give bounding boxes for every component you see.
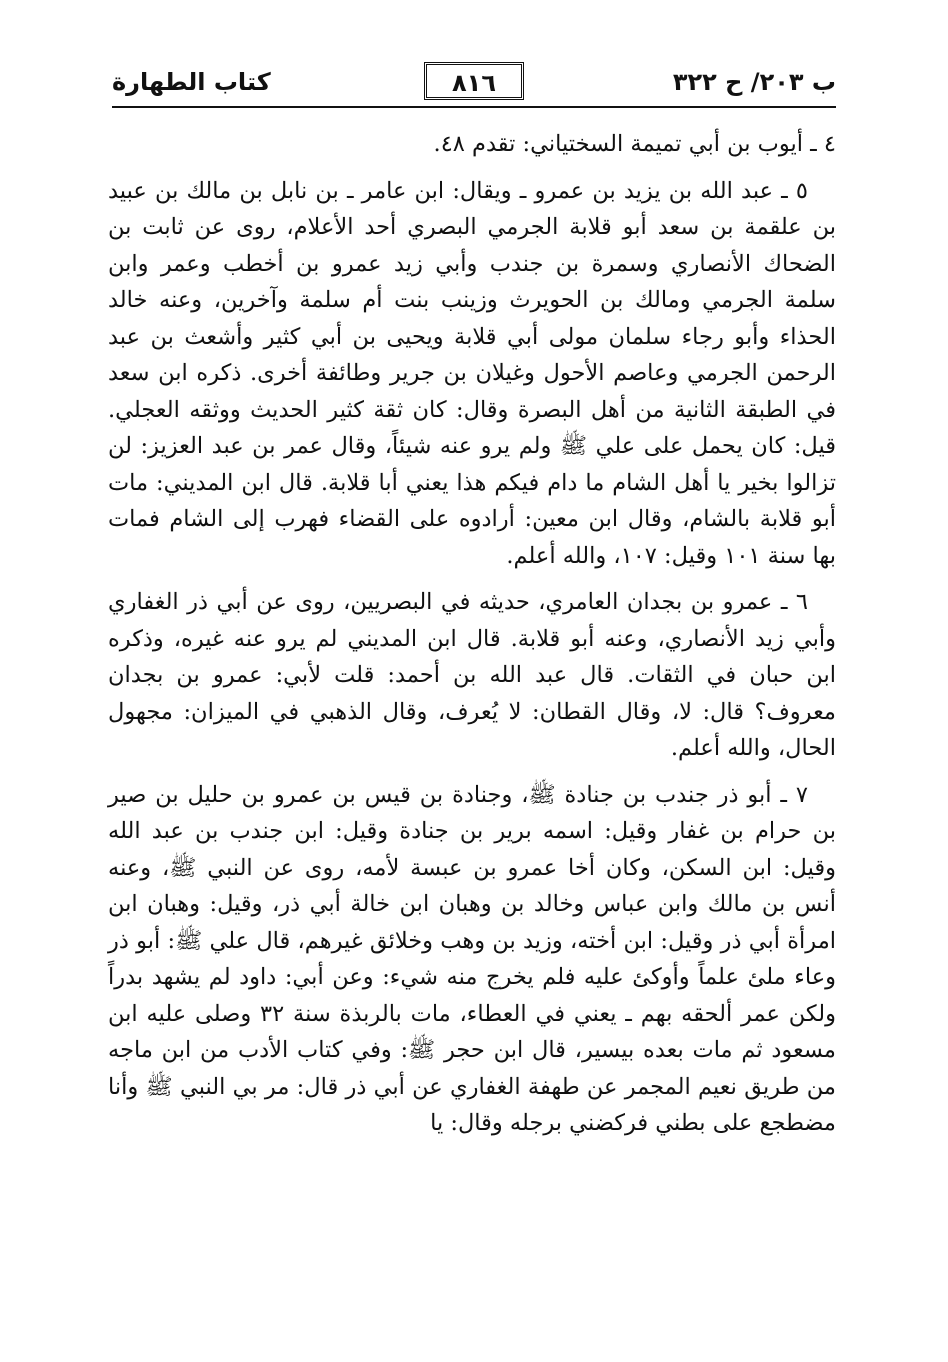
- book-title: كتاب الطهارة: [112, 68, 271, 96]
- paragraph-narrator-5: ٥ ـ عبد الله بن يزيد بن عمرو ـ ويقال: ابن عامر ـ بن نابل بن مالك بن عبيد بن علقمة بن سعد أبو قلابة الجرمي البصري أحد الأعلام، روى عن ثابت بن الضحاك الأنصاري وسمرة بن جندب وأبي زيد عمرو بن أخطب وعمر وابن سلمة الجرمي ومالك بن الحويرث وزينب بنت أم سلمة وآخرين، وعنه خالد الحذاء وأبو رجاء سلمان مولى أبي قلابة ويحيى بن أبي كثير وأشعث بن عبد الرحمن الجرمي وعاصم الأحول وغيلان بن جرير وطائفة أخرى. ذكره ابن سعد في الطبقة الثانية من أهل البصرة وقال: كان ثقة كثير الحديث ووثقه العجلي. قيل: كان يحمل على علي ﷺ ولم يرو عنه شيئاً، وقال عمر بن عبد العزيز: لن تزالوا بخير يا أهل الشام ما دام فيكم هذا يعني أبا قلابة. قال ابن المديني: مات أبو قلابة بالشام، وقال ابن معين: أرادوه على القضاء فهرب إلى الشام فمات بها سنة ١٠١ وقيل: ١٠٧، والله أعلم.: [108, 177, 836, 569]
- hadith-reference: ب ٢٠٣/ ح ٣٢٢: [672, 68, 836, 96]
- page-number: ٨١٦: [424, 62, 524, 100]
- page-header: [112, 62, 836, 108]
- paragraph-narrator-7: ٧ ـ أبو ذر جندب بن جنادة ﷺ، وجنادة بن قيس بن عمرو بن حليل بن صير بن حرام بن غفار وقيل: اسمه برير بن جنادة وقيل: ابن جندب بن عبد الله وقيل: ابن السكن، وكان أخا عمرو بن عبسة لأمه، روى عن النبي ﷺ، وعنه أنس بن مالك وابن عباس وخالد بن وهبان ابن خالة أبي ذر، وقيل: وهبان ابن امرأة أبي ذر وقيل: ابن أخته، وزيد بن وهب وخلائق غيرهم، قال علي ﷺ: أبو ذر وعاء ملئ علماً وأوكئ عليه فلم يخرج منه شيء: وعن أبي: داود لم يشهد بدراً ولكن عمر ألحقه بهم ـ يعني في العطاء، مات بالربذة سنة ٣٢ وصلى عليه ابن مسعود ثم مات بعده بيسير، قال ابن حجر ﷺ: وفي كتاب الأدب من ابن ماجه من طريق نعيم المجمر عن طهفة الغفاري عن أبي ذر قال: مر بي النبي ﷺ وأنا مضطجع على بطني فركضني برجله وقال: يا: [108, 781, 837, 1136]
- paragraph-narrator-6: ٦ ـ عمرو بن بجدان العامري، حديثه في البصريين، روى عن أبي ذر الغفاري وأبي زيد الأنصاري، وعنه أبو قلابة. قال ابن المديني لم يرو عنه غيره، وذكره ابن حبان في الثقات. قال عبد الله بن أحمد: قلت لأبي: عمرو بن بجدان معروف؟ قال: لا، وقال القطان: لا يُعرف، وقال الذهبي في الميزان: مجهول الحال، والله أعلم.: [108, 589, 836, 761]
- page-body: [108, 126, 836, 1152]
- paragraph-narrator-4: ٤ ـ أيوب بن أبي تميمة السختياني: تقدم ٤٨.: [433, 131, 836, 157]
- header-divider: [112, 106, 836, 108]
